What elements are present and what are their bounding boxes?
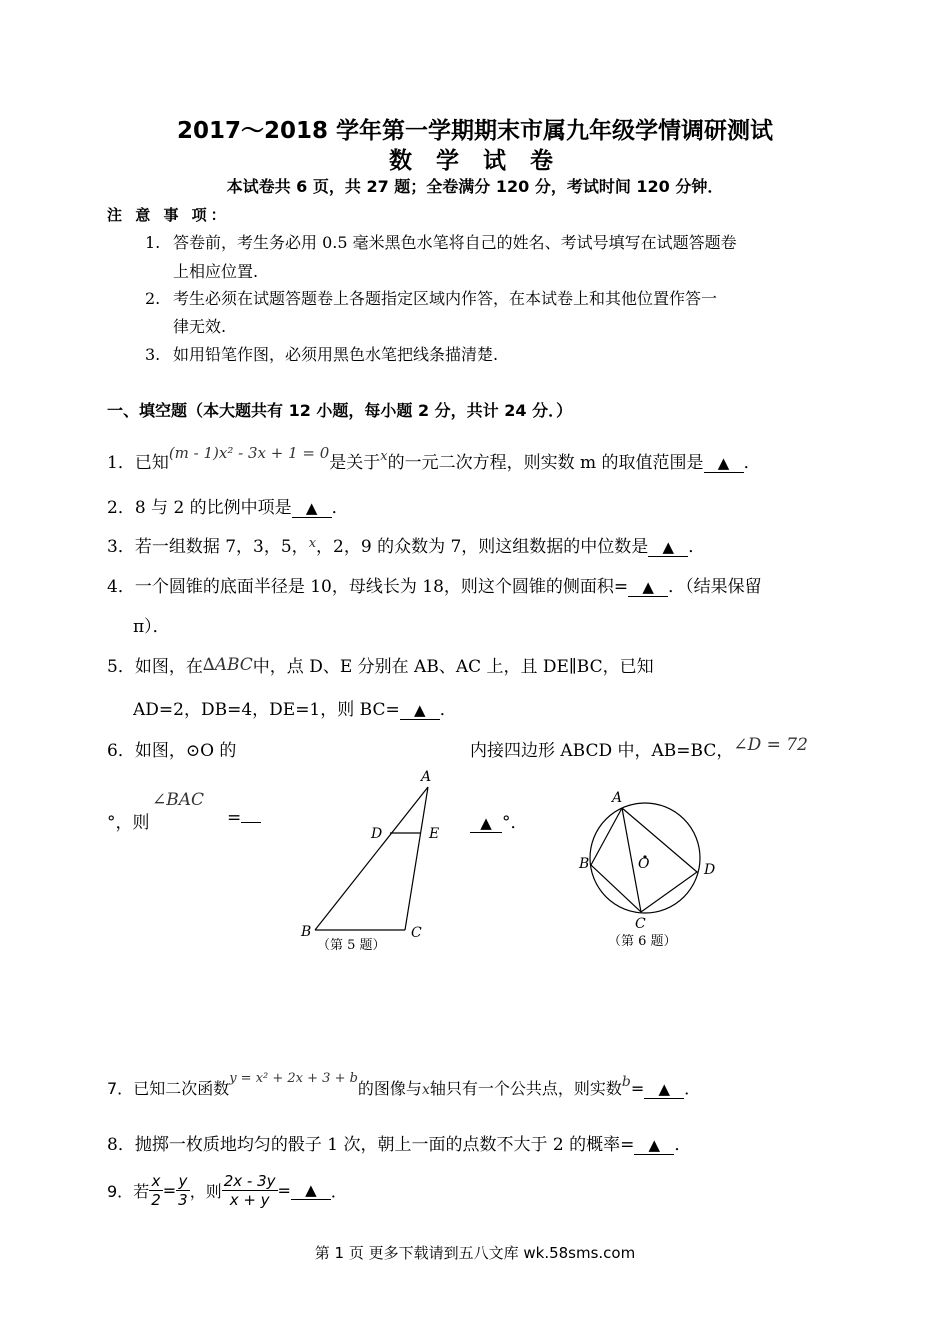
answer-blank: ▲ [644,1080,684,1099]
question-6-cont: 内接四边形 ABCD 中，AB=BC，∠D = 72 [470,735,808,761]
fig5-caption: （第 5 题） [317,938,386,953]
fraction-y-3: $\frac{y}{3}$ [178,1172,188,1209]
question-2: 2．8 与 2 的比例中项是 ▲ ． [107,498,349,518]
question-4: 4．一个圆锥的底面半径是 10，母线长为 18，则这个圆锥的侧面积= ▲ ．（结果保留 [107,577,762,597]
question-6-eq: = [227,808,261,828]
question-3: 3．若一组数据 7，3，5，$^x$，2，9 的众数为 7，则这组数据的中位数是 ▲ ． [107,536,706,557]
note-1-num: 1. [145,233,161,252]
note-1-line1: 答卷前，考生务必用 0.5 毫米黑色水笔将自己的姓名、考试号填写在试题答题卷 [173,233,737,252]
question-5: 5．如图，在∆ABC中，点 D、E 分别在 AB、AC 上，且 DE∥BC，已知 [107,655,654,677]
exam-subtitle: 数 学 试 卷 [388,148,562,174]
question-7: 7．已知二次函数$^{y = x^2 + 2x + 3 + b}$的图像与x轴只有一个公共点，则实数b= ▲ ． [107,1071,701,1098]
fig5-label-c: C [411,925,422,941]
fig6-label-a: A [612,790,623,806]
answer-blank: ▲ [634,1136,674,1155]
question-6-end: ▲ °． [470,808,528,833]
answer-blank: ▲ [704,454,744,473]
q7-equation: y = x² + 2x + 3 + b [229,1071,358,1086]
fraction-expression: $\frac{2x - 3y}{x + y}$ [223,1172,276,1209]
fig6-label-d: D [704,862,716,878]
q1-equation: (m - 1)x² - 3x + 1 = 0 [168,444,330,462]
fig6-label-o: O [638,856,650,872]
angle-bac: ∠BAC [152,790,205,810]
question-9: 9．若 $\frac{x}{2}$ = $\frac{y}{3}$ ，则 $\frac{2x - 3y}{x + y}$ = ▲ ． [107,1172,347,1209]
figure-6-circle [570,780,730,955]
fraction-x-2: $\frac{x}{2}$ [151,1172,161,1209]
answer-blank: ▲ [470,814,502,833]
question-6: 6．如图，⊙O 的 [107,741,237,761]
fig5-label-a: A [421,769,432,785]
note-1-line2: 上相应位置. [173,262,259,281]
fig5-label-d: D [371,826,383,842]
fig5-label-e: E [429,826,440,842]
figure-5-triangle [295,765,445,960]
fig6-label-b: B [579,856,590,872]
section-heading: 一、填空题（本大题共有 12 小题，每小题 2 分，共计 24 分．） [107,401,573,420]
answer-blank: ▲ [291,1181,331,1200]
question-1: 1．已知(m - 1)x² - 3x + 1 = 0是关于$^x$的一元二次方程，则实数 m 的取值范围是 ▲ ． [107,444,761,473]
note-3-num: 3. [145,345,161,364]
answer-blank: ▲ [628,578,668,597]
exam-title: 2017～2018 学年第一学期期末市属九年级学情调研测试 [176,118,774,144]
fig6-caption: （第 6 题） [608,934,677,949]
fig6-label-c: C [635,916,646,932]
question-8: 8．抛掷一枚质地均匀的骰子 1 次，朝上一面的点数不大于 2 的概率= ▲ ． [107,1135,692,1155]
note-2-line1: 考生必须在试题答题卷上各题指定区域内作答，在本试卷上和其他位置作答一 [173,289,718,308]
answer-blank: ▲ [648,538,688,557]
question-4-line2: π）． [133,617,170,637]
answer-blank: ▲ [292,499,332,518]
page-footer: 第 1 页 更多下载请到五八文库 wk.58sms.com [314,1244,636,1262]
note-2-num: 2. [145,289,161,308]
answer-blank: ▲ [400,701,440,720]
exam-info: 本试卷共 6 页，共 27 题；全卷满分 120 分，考试时间 120 分钟． [226,177,724,196]
question-6-line2: °，则 [107,813,150,833]
fig5-label-b: B [301,924,312,940]
note-2-line2: 律无效. [173,317,227,336]
notes-heading: 注 意 事 项： [107,206,230,224]
note-3-line1: 如用铅笔作图，必须用黑色水笔把线条描清楚. [173,345,499,364]
question-5-line2: AD=2，DB=4，DE=1，则 BC= ▲ ． [133,700,457,720]
